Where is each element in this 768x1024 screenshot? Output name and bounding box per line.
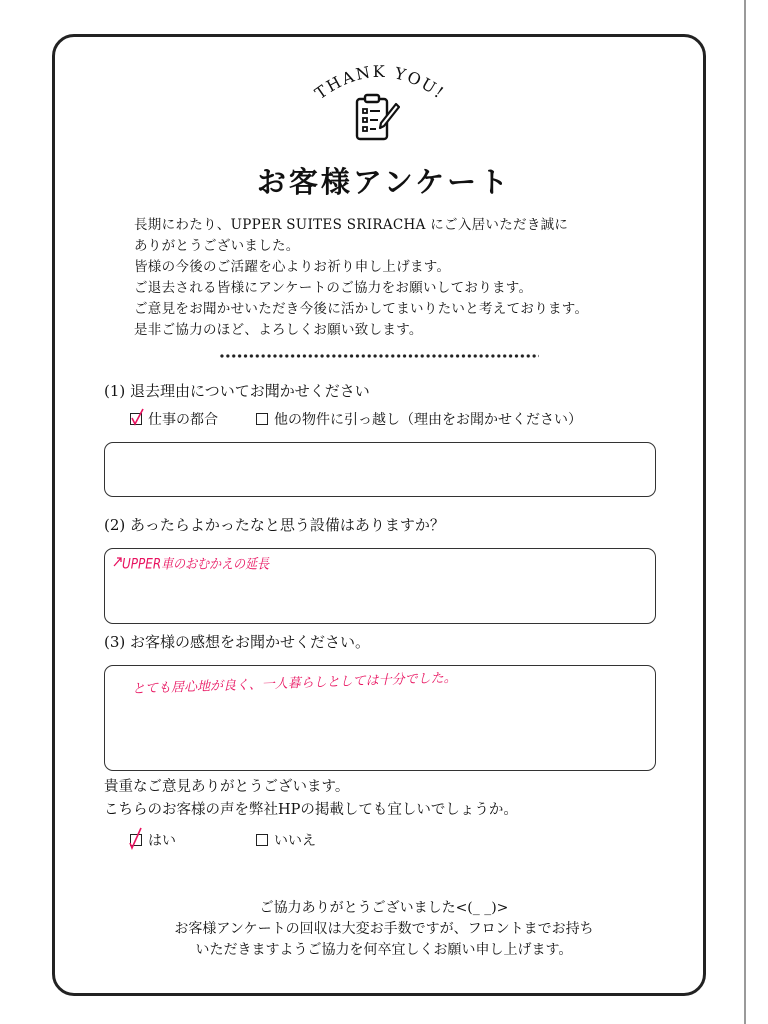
q1-option-label: 他の物件に引っ越し（理由をお聞かせください） [274,412,582,428]
dotted-divider [219,354,539,358]
consent-option-yes[interactable] [130,830,176,850]
q1-answer-box[interactable] [104,442,656,497]
closing-line: お客様アンケートの回収は大変お手数ですが、フロントまでお持ち [174,921,594,937]
clipboard-icon [352,92,400,144]
consent-option-label: いいえ [274,833,316,849]
closing-message [0,898,768,961]
handwritten-arrow-mark [113,556,123,568]
intro-line: ありがとうございました。 [134,238,300,254]
checkbox-checked[interactable] [130,413,142,425]
question-3-label: (3) お客様の感想をお聞かせください。 [104,633,371,651]
question-1-label: (1) 退去理由についてお聞かせください [104,382,370,400]
intro-message [134,215,634,341]
q2-handwritten-answer: UPPER車のおむかえの延長 [122,556,270,573]
intro-line: 皆様の今後のご活躍を心よりお祈り申し上げます。 [134,259,451,275]
checkbox-checked[interactable] [130,834,142,846]
checkbox-unchecked[interactable] [256,413,268,425]
thanks-line: 貴重なご意見ありがとうございます。 [104,779,350,795]
q1-option-work[interactable] [130,409,218,429]
intro-line: 是非ご協力のほど、よろしくお願い致します。 [134,322,423,338]
intro-line: ご退去される皆様にアンケートのご協力をお願いしております。 [134,280,533,296]
checkmark-icon [129,408,145,426]
question-2-label: (2) あったらよかったなと思う設備はありますか？ [104,516,445,534]
closing-line: いただきますようご協力を何卒宜しくお願い申し上げます。 [195,942,573,958]
arch-text: THANK YOU! [311,61,449,104]
page-title: お客様アンケート [256,165,512,199]
q3-handwritten-answer: とても居心地が良く、一人暮らしとしては十分でした。 [131,670,457,697]
consent-option-label: はい [148,833,176,849]
intro-line: ご意見をお聞かせいただき今後に活かしてまいりたいと考えております。 [134,301,589,317]
q1-option-label: 仕事の都合 [148,412,218,428]
scan-edge-line [744,0,746,1024]
closing-line: ご協力ありがとうございました<(_ _)> [259,900,509,916]
consent-option-no[interactable] [256,830,316,850]
intro-line: 長期にわたり、UPPER SUITES SRIRACHA にご入居いただき誠に [134,217,569,233]
q1-option-move[interactable] [256,409,582,429]
checkmark-icon [127,827,147,851]
consent-question: こちらのお客様の声を弊社HPの掲載しても宜しいでしょうか。 [104,802,518,818]
checkbox-unchecked[interactable] [256,834,268,846]
